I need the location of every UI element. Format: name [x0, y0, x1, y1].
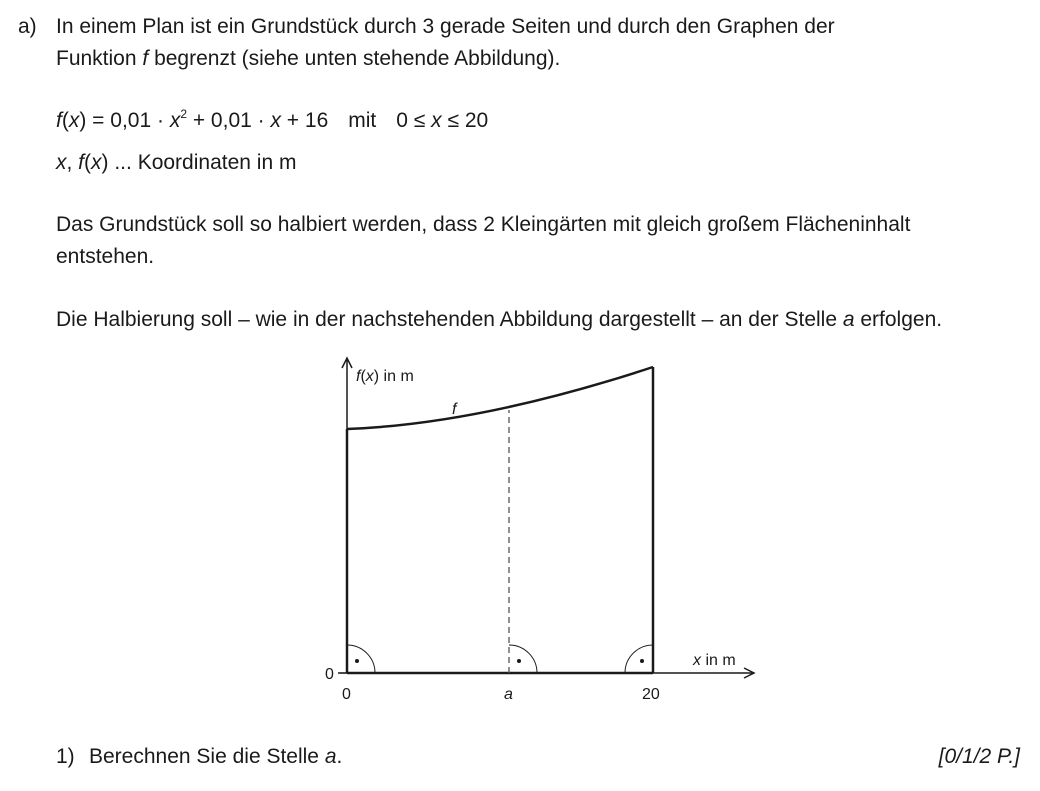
function-formula: $f(x) = 0,01 \cdot x^2 + 0,01 \cdot x + 16$ mit 0 ≤ x ≤ 20 [56, 107, 489, 132]
intro-line-1: In einem Plan ist ein Grundstück durch 3 gerade Seiten und durch den Graphen der [56, 15, 835, 38]
right-angle-marker-left [347, 645, 375, 673]
paragraph-1-line-1: Das Grundstück soll so halbiert werden, dass 2 Kleingärten mit gleich großem Flächeninhalt [56, 213, 911, 236]
paragraph-2: Die Halbierung soll – wie in der nachstehenden Abbildung dargestellt – an der Stelle a erfolgen. [56, 308, 943, 331]
curve-label-f: f [452, 401, 457, 418]
right-angle-marker-middle [509, 645, 537, 673]
right-angle-dot-left [355, 659, 359, 663]
right-angle-dot-middle [517, 659, 521, 663]
question-points: [0/1/2 P.] [938, 745, 1020, 768]
question-text: Berechnen Sie die Stelle a. [89, 745, 343, 768]
question-number: 1) [56, 745, 75, 768]
x-axis-label: x in m [693, 652, 736, 669]
y-tick-label-0: 0 [325, 666, 334, 683]
x-tick-label-20: 20 [642, 686, 660, 703]
right-angle-marker-right [625, 645, 653, 673]
paragraph-1-line-2: entstehen. [56, 245, 155, 268]
intro-line-2: Funktion f begrenzt (siehe unten stehende Abbildung). [56, 47, 561, 70]
y-axis-label: f(x) in m [356, 368, 414, 385]
right-angle-dot-right [640, 659, 644, 663]
x-tick-label-0: 0 [342, 686, 351, 703]
x-tick-label-a: a [504, 686, 513, 703]
part-label: a) [18, 15, 37, 38]
coordinates-note: x, f(x) ... Koordinaten in m [56, 151, 297, 174]
